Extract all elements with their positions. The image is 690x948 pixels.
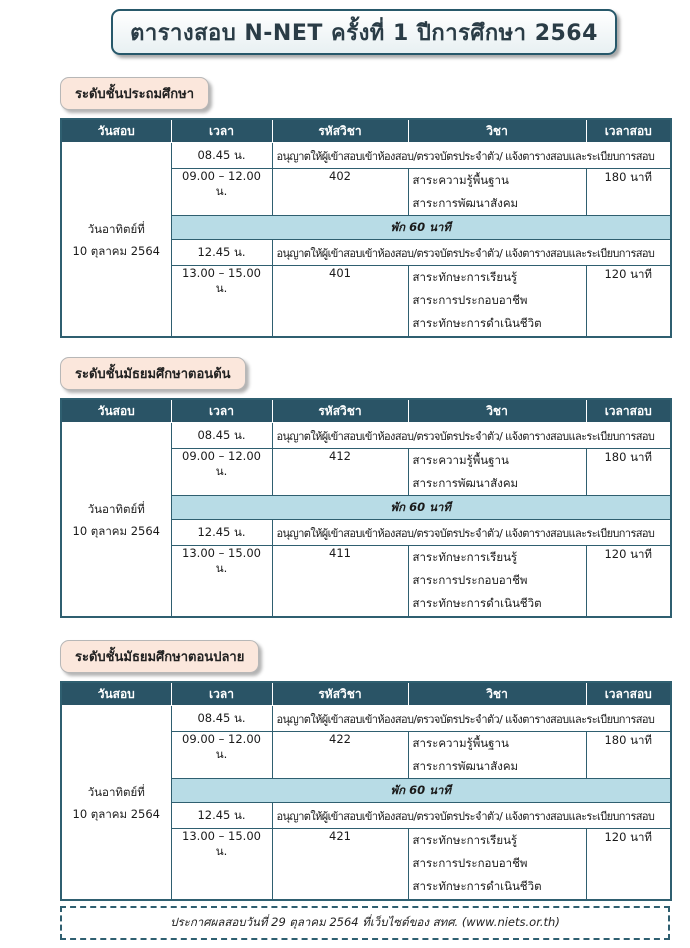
time-cell: 09.00 – 12.00 น. (171, 732, 272, 779)
subject-cell (408, 266, 586, 338)
table-header (61, 119, 671, 143)
duration-cell: 180 นาที (586, 732, 671, 779)
subject-name: สาระทักษะการดำเนินชีวิต (412, 596, 542, 610)
subject-cell (408, 169, 586, 216)
subject-code: 412 (272, 449, 408, 496)
entry-note: อนุญาตให้ผู้เข้าสอบเข้าห้องสอบ/ตรวจบัตรประจำตัว/ แจ้งตารางสอบและระเบียบการสอบ (272, 803, 671, 829)
break-label: พัก 60 นาที (171, 496, 671, 520)
break-label: พัก 60 นาที (171, 779, 671, 803)
time-cell: 09.00 – 12.00 น. (171, 169, 272, 216)
table-row (61, 143, 671, 169)
exam-day-label: วันอาทิตย์ที่ (87, 221, 145, 236)
table-row (61, 423, 671, 449)
time-cell: 13.00 – 15.00 น. (171, 266, 272, 338)
header-day: วันสอบ (61, 682, 171, 706)
subject-name: สาระการพัฒนาสังคม (412, 476, 519, 490)
exam-day-label: วันอาทิตย์ที่ (87, 501, 145, 516)
time-cell: 12.45 น. (171, 520, 272, 546)
table-header (61, 399, 671, 423)
subject-name: สาระทักษะการเรียนรู้ (412, 550, 518, 564)
header-subject: วิชา (408, 399, 586, 423)
subject-name: สาระการประกอบอาชีพ (412, 856, 528, 870)
exam-day-cell (61, 423, 171, 618)
subject-cell (408, 449, 586, 496)
subject-name: สาระทักษะการเรียนรู้ (412, 270, 518, 284)
header-code: รหัสวิชา (272, 682, 408, 706)
header-code: รหัสวิชา (272, 399, 408, 423)
header-duration: เวลาสอบ (586, 119, 671, 143)
subject-code: 411 (272, 546, 408, 618)
break-label: พัก 60 นาที (171, 216, 671, 240)
subject-name: สาระการประกอบอาชีพ (412, 293, 528, 307)
exam-day-label: วันอาทิตย์ที่ (87, 784, 145, 799)
entry-note: อนุญาตให้ผู้เข้าสอบเข้าห้องสอบ/ตรวจบัตรประจำตัว/ แจ้งตารางสอบและระเบียบการสอบ (272, 706, 671, 732)
time-cell: 08.45 น. (171, 143, 272, 169)
header-day: วันสอบ (61, 399, 171, 423)
subject-code: 422 (272, 732, 408, 779)
time-cell: 13.00 – 15.00 น. (171, 829, 272, 901)
exam-day-cell (61, 706, 171, 901)
level-label: ระดับชั้นมัธยมศึกษาตอนต้น (60, 357, 246, 390)
subject-code: 401 (272, 266, 408, 338)
header-subject: วิชา (408, 119, 586, 143)
entry-note: อนุญาตให้ผู้เข้าสอบเข้าห้องสอบ/ตรวจบัตรประจำตัว/ แจ้งตารางสอบและระเบียบการสอบ (272, 143, 671, 169)
subject-name: สาระความรู้พื้นฐาน (412, 173, 509, 187)
page-title: ตารางสอบ N-NET ครั้งที่ 1 ปีการศึกษา 2564 (111, 9, 617, 55)
subject-name: สาระทักษะการดำเนินชีวิต (412, 879, 542, 893)
time-cell: 12.45 น. (171, 803, 272, 829)
subject-code: 421 (272, 829, 408, 901)
exam-table (60, 398, 672, 618)
header-time: เวลา (171, 399, 272, 423)
subject-name: สาระทักษะการเรียนรู้ (412, 833, 518, 847)
table-header (61, 682, 671, 706)
header-code: รหัสวิชา (272, 119, 408, 143)
duration-cell: 180 นาที (586, 449, 671, 496)
subject-name: สาระการพัฒนาสังคม (412, 196, 519, 210)
time-cell: 08.45 น. (171, 706, 272, 732)
duration-cell: 180 นาที (586, 169, 671, 216)
level-label: ระดับชั้นมัธยมศึกษาตอนปลาย (60, 640, 259, 673)
subject-cell (408, 829, 586, 901)
subject-code: 402 (272, 169, 408, 216)
entry-note: อนุญาตให้ผู้เข้าสอบเข้าห้องสอบ/ตรวจบัตรประจำตัว/ แจ้งตารางสอบและระเบียบการสอบ (272, 240, 671, 266)
table-row (61, 706, 671, 732)
entry-note: อนุญาตให้ผู้เข้าสอบเข้าห้องสอบ/ตรวจบัตรประจำตัว/ แจ้งตารางสอบและระเบียบการสอบ (272, 520, 671, 546)
header-time: เวลา (171, 682, 272, 706)
time-cell: 09.00 – 12.00 น. (171, 449, 272, 496)
duration-cell: 120 นาที (586, 546, 671, 618)
subject-cell (408, 732, 586, 779)
exam-day-cell (61, 143, 171, 338)
header-subject: วิชา (408, 682, 586, 706)
time-cell: 08.45 น. (171, 423, 272, 449)
subject-name: สาระทักษะการดำเนินชีวิต (412, 316, 542, 330)
subject-cell (408, 546, 586, 618)
header-duration: เวลาสอบ (586, 399, 671, 423)
subject-name: สาระความรู้พื้นฐาน (412, 736, 509, 750)
time-cell: 12.45 น. (171, 240, 272, 266)
time-cell: 13.00 – 15.00 น. (171, 546, 272, 618)
duration-cell: 120 นาที (586, 266, 671, 338)
subject-name: สาระการประกอบอาชีพ (412, 573, 528, 587)
duration-cell: 120 นาที (586, 829, 671, 901)
subject-name: สาระความรู้พื้นฐาน (412, 453, 509, 467)
exam-table (60, 681, 672, 901)
header-day: วันสอบ (61, 119, 171, 143)
results-announcement: ประกาศผลสอบวันที่ 29 ตุลาคม 2564 ที่เว็บไซต์ของ สทศ. (www.niets.or.th) (60, 906, 670, 940)
exam-date: 10 ตุลาคม 2564 (72, 806, 160, 821)
subject-name: สาระการพัฒนาสังคม (412, 759, 519, 773)
header-duration: เวลาสอบ (586, 682, 671, 706)
entry-note: อนุญาตให้ผู้เข้าสอบเข้าห้องสอบ/ตรวจบัตรประจำตัว/ แจ้งตารางสอบและระเบียบการสอบ (272, 423, 671, 449)
exam-date: 10 ตุลาคม 2564 (72, 243, 160, 258)
header-time: เวลา (171, 119, 272, 143)
exam-table (60, 118, 672, 338)
exam-date: 10 ตุลาคม 2564 (72, 523, 160, 538)
level-label: ระดับชั้นประถมศึกษา (60, 77, 209, 110)
